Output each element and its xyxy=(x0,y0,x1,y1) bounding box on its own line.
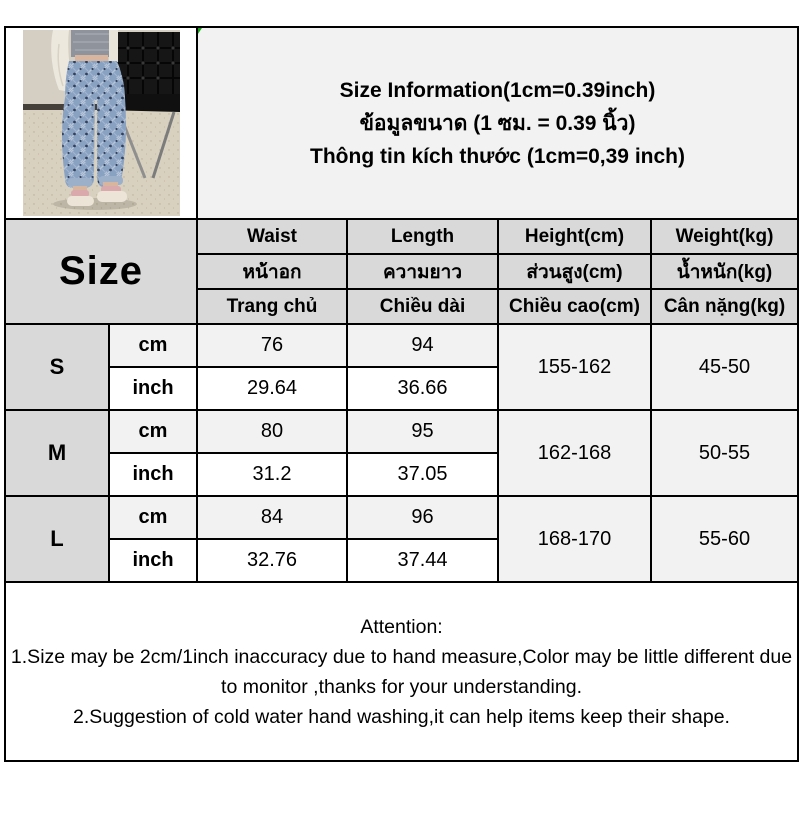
col-header-weight-en: Weight(kg) xyxy=(651,219,798,254)
cell-m-waist-inch: 31.2 xyxy=(197,453,347,496)
cell-m-height: 162-168 xyxy=(498,410,651,496)
col-header-waist-vi: Trang chủ xyxy=(197,289,347,324)
size-info-title-cell xyxy=(197,27,798,219)
cell-l-length-cm: 96 xyxy=(347,496,498,539)
size-info-table xyxy=(4,26,799,762)
unit-cell-s-inch: inch xyxy=(109,367,197,410)
product-photo-cell xyxy=(5,27,197,219)
unit-cell-m-inch: inch xyxy=(109,453,197,496)
cell-l-waist-inch: 32.76 xyxy=(197,539,347,582)
cell-s-height: 155-162 xyxy=(498,324,651,410)
col-header-height-vi: Chiều cao(cm) xyxy=(498,289,651,324)
col-header-waist-en: Waist xyxy=(197,219,347,254)
col-header-waist-th: หน้าอก xyxy=(197,254,347,289)
cell-m-waist-cm: 80 xyxy=(197,410,347,453)
green-corner-marker-icon xyxy=(197,27,206,35)
unit-cell-m-cm: cm xyxy=(109,410,197,453)
unit-cell-s-cm: cm xyxy=(109,324,197,367)
attention-note-1: 1.Size may be 2cm/1inch inaccuracy due to hand measure,Color may be little different due to monitor ,thanks for your understanding. xyxy=(10,645,793,698)
size-chart-sheet xyxy=(4,26,797,762)
col-header-length-th: ความยาว xyxy=(347,254,498,289)
col-header-weight-th: น้ำหนัก(kg) xyxy=(651,254,798,289)
attention-note-2: 2.Suggestion of cold water hand washing,it can help items keep their shape. xyxy=(73,705,730,728)
cell-l-height: 168-170 xyxy=(498,496,651,582)
cell-l-weight: 55-60 xyxy=(651,496,798,582)
product-photo-image xyxy=(23,30,180,216)
cell-s-waist-cm: 76 xyxy=(197,324,347,367)
cell-m-length-inch: 37.05 xyxy=(347,453,498,496)
cell-s-length-inch: 36.66 xyxy=(347,367,498,410)
unit-cell-l-inch: inch xyxy=(109,539,197,582)
cell-l-waist-cm: 84 xyxy=(197,496,347,539)
row-label-size-m: M xyxy=(5,410,109,496)
cell-s-weight: 45-50 xyxy=(651,324,798,410)
attention-section xyxy=(5,582,798,761)
cell-m-weight: 50-55 xyxy=(651,410,798,496)
size-column-header: Size xyxy=(5,219,197,324)
unit-cell-l-cm: cm xyxy=(109,496,197,539)
col-header-height-en: Height(cm) xyxy=(498,219,651,254)
title-line-en: Size Information(1cm=0.39inch) xyxy=(339,78,656,102)
col-header-length-vi: Chiều dài xyxy=(347,289,498,324)
cell-l-length-inch: 37.44 xyxy=(347,539,498,582)
col-header-height-th: ส่วนสูง(cm) xyxy=(498,254,651,289)
cell-s-length-cm: 94 xyxy=(347,324,498,367)
col-header-length-en: Length xyxy=(347,219,498,254)
col-header-weight-vi: Cân nặng(kg) xyxy=(651,289,798,324)
cell-m-length-cm: 95 xyxy=(347,410,498,453)
title-line-th: ข้อมูลขนาด (1 ซม. = 0.39 นิ้ว) xyxy=(359,111,636,135)
cell-s-waist-inch: 29.64 xyxy=(197,367,347,410)
row-label-size-l: L xyxy=(5,496,109,582)
title-line-vi: Thông tin kích thước (1cm=0,39 inch) xyxy=(310,144,685,168)
row-label-size-s: S xyxy=(5,324,109,410)
attention-heading: Attention: xyxy=(360,615,443,638)
